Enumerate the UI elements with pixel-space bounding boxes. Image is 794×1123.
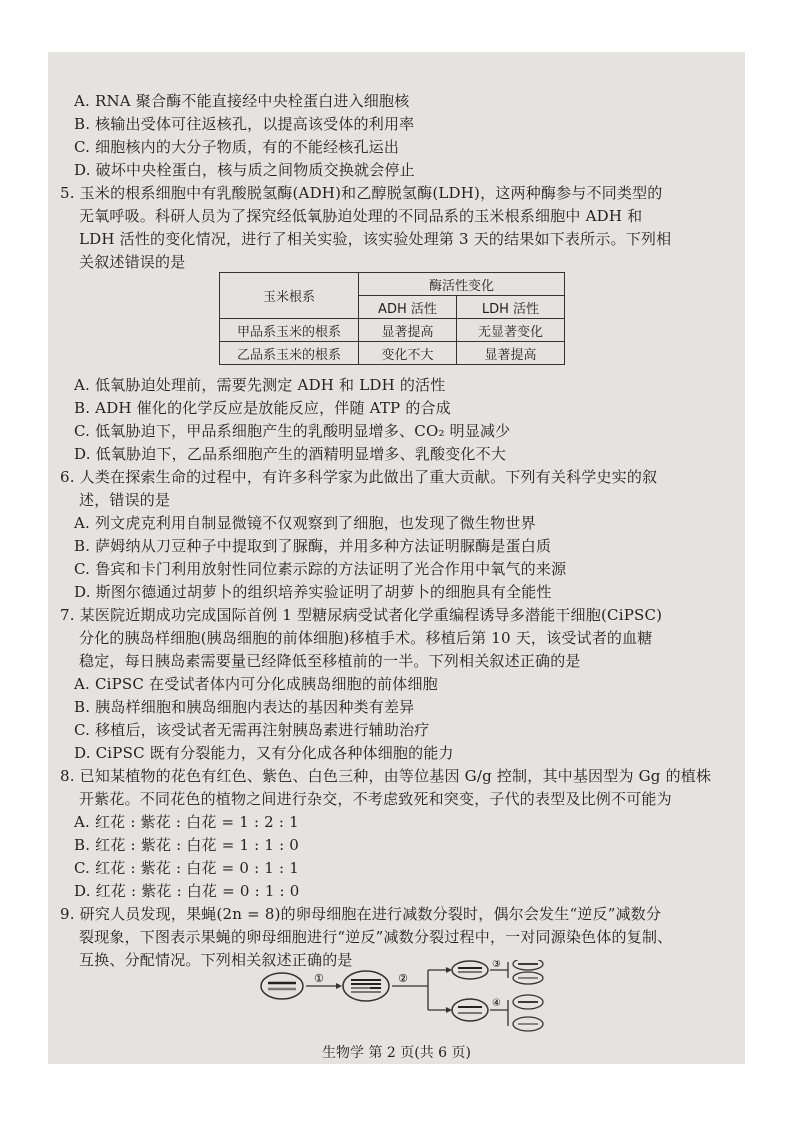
cell-initial <box>261 973 303 999</box>
q7-stem-line-3: 稳定，每日胰岛素需要量已经降低至移植前的一半。下列相关叙述正确的是 <box>79 652 581 670</box>
table-cell: 显著提高 <box>359 319 457 342</box>
table-cell: 显著提高 <box>456 342 564 365</box>
table-header-enzyme: 酶活性变化 <box>359 273 565 296</box>
q8-option-c: C. 红花 : 紫花 : 白花 = 0 : 1 : 1 <box>74 859 299 877</box>
step-label-2: ② <box>398 972 408 985</box>
q6-option-d: D. 斯图尔德通过胡萝卜的组织培养实验证明了胡萝卜的细胞具有全能性 <box>74 583 552 601</box>
meiosis-diagram <box>258 960 548 1036</box>
q5-stem-line-2: 无氧呼吸。科研人员为了探究经低氧胁迫处理的不同品系的玉米根系细胞中 ADH 和 <box>79 207 643 225</box>
q7-stem-line-2: 分化的胰岛样细胞(胰岛细胞的前体细胞)移植手术。移植后第 10 天，该受试者的血糖 <box>79 629 653 647</box>
q4-option-a: A. RNA 聚合酶不能直接经中央栓蛋白进入细胞核 <box>74 92 410 110</box>
table-cell: 无显著变化 <box>456 319 564 342</box>
exam-page <box>48 52 745 1064</box>
q8-stem-line-2: 开紫花。不同花色的植物之间进行杂交，不考虑致死和突变，子代的表型及比例不可能为 <box>79 790 672 808</box>
q8-option-b: B. 红花 : 紫花 : 白花 = 1 : 1 : 0 <box>74 836 300 854</box>
q6-stem-line-2: 述，错误的是 <box>79 491 171 509</box>
step-label-4: ④ <box>492 998 501 1009</box>
table-row <box>220 319 565 342</box>
table-cell: 变化不大 <box>359 342 457 365</box>
q5-stem-line-1: 5. 玉米的根系细胞中有乳酸脱氢酶(ADH)和乙醇脱氢酶(LDH)，这两种酶参与不同类型的 <box>60 184 663 202</box>
enzyme-activity-table <box>219 272 565 365</box>
page-footer: 生物学 第 2 页(共 6 页) <box>322 1045 471 1061</box>
q7-option-a: A. CiPSC 在受试者体内可分化成胰岛细胞的前体细胞 <box>74 675 438 693</box>
q6-option-c: C. 鲁宾和卡门利用放射性同位素示踪的方法证明了光合作用中氧气的来源 <box>74 560 567 578</box>
q5-option-a: A. 低氧胁迫处理前，需要先测定 ADH 和 LDH 的活性 <box>74 376 446 394</box>
q7-option-c: C. 移植后，该受试者无需再注射胰岛素进行辅助治疗 <box>74 721 430 739</box>
q5-option-c: C. 低氧胁迫下，甲品系细胞产生的乳酸明显增多、CO₂ 明显减少 <box>74 422 511 440</box>
q6-option-a: A. 列文虎克利用自制显微镜不仅观察到了细胞，也发现了微生物世界 <box>74 514 536 532</box>
q6-option-b: B. 萨姆纳从刀豆种子中提取到了脲酶，并用多种方法证明脲酶是蛋白质 <box>74 537 552 555</box>
table-cell: 乙品系玉米的根系 <box>220 342 359 365</box>
q5-option-d: D. 低氧胁迫下，乙品系细胞产生的酒精明显增多、乳酸变化不大 <box>74 445 507 463</box>
table-row <box>220 342 565 365</box>
table-cell: 甲品系玉米的根系 <box>220 319 359 342</box>
q5-option-b: B. ADH 催化的化学反应是放能反应，伴随 ATP 的合成 <box>74 399 451 417</box>
step-label-3: ③ <box>492 960 501 970</box>
q5-stem-line-4: 关叙述错误的是 <box>79 253 186 271</box>
q4-option-c: C. 细胞核内的大分子物质，有的不能经核孔运出 <box>74 138 400 156</box>
step-label-1: ① <box>314 972 324 985</box>
q7-stem-line-1: 7. 某医院近期成功完成国际首例 1 型糖尿病受试者化学重编程诱导多潜能干细胞(CiPSC) <box>60 606 663 624</box>
q7-option-d: D. CiPSC 既有分裂能力，又有分化成各种体细胞的能力 <box>74 744 454 762</box>
q7-option-b: B. 胰岛样细胞和胰岛细胞内表达的基因种类有差异 <box>74 698 415 716</box>
table-header-ldh: LDH 活性 <box>456 296 564 319</box>
q8-option-a: A. 红花 : 紫花 : 白花 = 1 : 2 : 1 <box>74 813 299 831</box>
q8-stem-line-1: 8. 已知某植物的花色有红色、紫色、白色三种，由等位基因 G/g 控制，其中基因型为 Gg 的植株 <box>60 767 712 785</box>
q9-stem-line-3: 互换、分配情况。下列相关叙述正确的是 <box>79 951 353 969</box>
q6-stem-line-1: 6. 人类在探索生命的过程中，有许多科学家为此做出了重大贡献。下列有关科学史实的叙 <box>60 468 658 486</box>
q9-stem-line-1: 9. 研究人员发现，果蝇(2n = 8)的卵母细胞在进行减数分裂时，偶尔会发生“逆反”减数分 <box>60 905 662 923</box>
q4-option-b: B. 核输出受体可往返核孔，以提高该受体的利用率 <box>74 115 415 133</box>
q9-stem-line-2: 裂现象，下图表示果蝇的卵母细胞进行“逆反”减数分裂过程中，一对同源染色体的复制、 <box>79 928 673 946</box>
q4-option-d: D. 破坏中央栓蛋白，核与质之间物质交换就会停止 <box>74 161 415 179</box>
cell-replicated <box>343 971 389 1001</box>
q5-stem-line-3: LDH 活性的变化情况，进行了相关实验，该实验处理第 3 天的结果如下表所示。下列相 <box>79 230 672 248</box>
table-header-root: 玉米根系 <box>220 273 359 319</box>
table-header-adh: ADH 活性 <box>359 296 457 319</box>
q8-option-d: D. 红花 : 紫花 : 白花 = 0 : 1 : 0 <box>74 882 300 900</box>
